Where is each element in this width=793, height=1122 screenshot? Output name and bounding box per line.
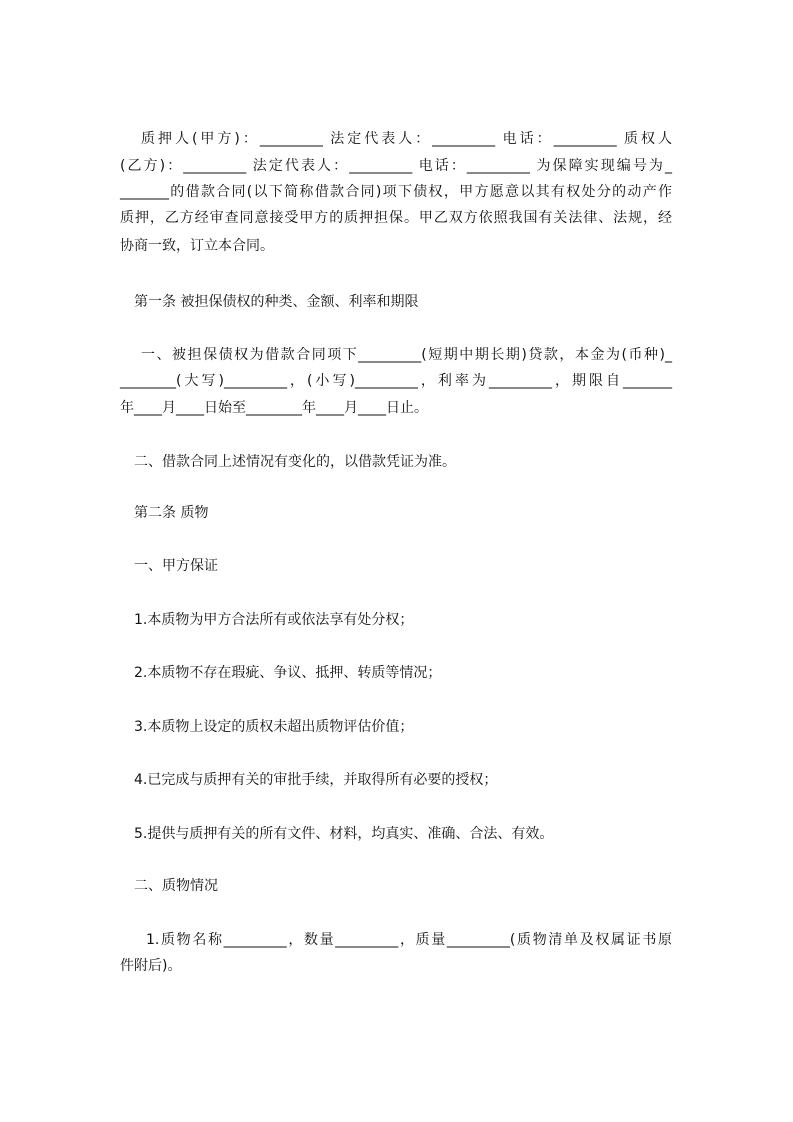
intro-line: _______的借款合同(以下简称借款合同)项下债权，甲方愿意以其有权处分的动产作 — [120, 184, 672, 200]
guarantee-item: 3.本质物上设定的质权未超出质物评估价值； — [134, 719, 414, 735]
pledge-item-line: 1.质物名称_________，数量_________，质量_________(质物清单及权属证书原 — [146, 932, 672, 948]
article1-heading: 第一条 被担保债权的种类、金额、利率和期限 — [134, 294, 419, 310]
guarantee-item: 4.已完成与质押有关的审批手续，并取得所有必要的授权； — [134, 772, 498, 788]
intro-line: 协商一致，订立本合同。 — [120, 238, 274, 254]
pledge-item-line: 件附后)。 — [120, 958, 182, 974]
article1-item1-line: 年____月____日始至________年____月____日止。 — [120, 400, 428, 416]
article1-item1-line: 一、被担保债权为借款合同项下_________(短期中期长期)贷款，本金为(币种)_ — [141, 347, 672, 363]
article1-item2: 二、借款合同上述情况有变化的，以借款凭证为准。 — [134, 454, 456, 470]
intro-line: 质押人(甲方)：_________ 法定代表人：_________ 电话：_________ 质权人 — [141, 131, 672, 147]
article1-item1-line: ________(大写)_________，(小写)_________，利率为_________，期限自_______ — [120, 373, 672, 389]
article2-section2: 二、质物情况 — [134, 878, 218, 894]
intro-line: (乙方)：_________ 法定代表人：_________ 电话：_________ 为保障实现编号为_ — [120, 158, 672, 174]
guarantee-item: 1.本质物为甲方合法所有或依法享有处分权； — [134, 612, 414, 628]
article2-section1: 一、甲方保证 — [134, 558, 218, 574]
intro-line: 质押，乙方经审查同意接受甲方的质押担保。甲乙双方依照我国有关法律、法规，经 — [120, 210, 672, 226]
guarantee-item: 2.本质物不存在瑕疵、争议、抵押、转质等情况； — [134, 665, 442, 681]
article2-heading: 第二条 质物 — [134, 505, 209, 521]
guarantee-item: 5.提供与质押有关的所有文件、材料，均真实、准确、合法、有效。 — [134, 826, 554, 842]
